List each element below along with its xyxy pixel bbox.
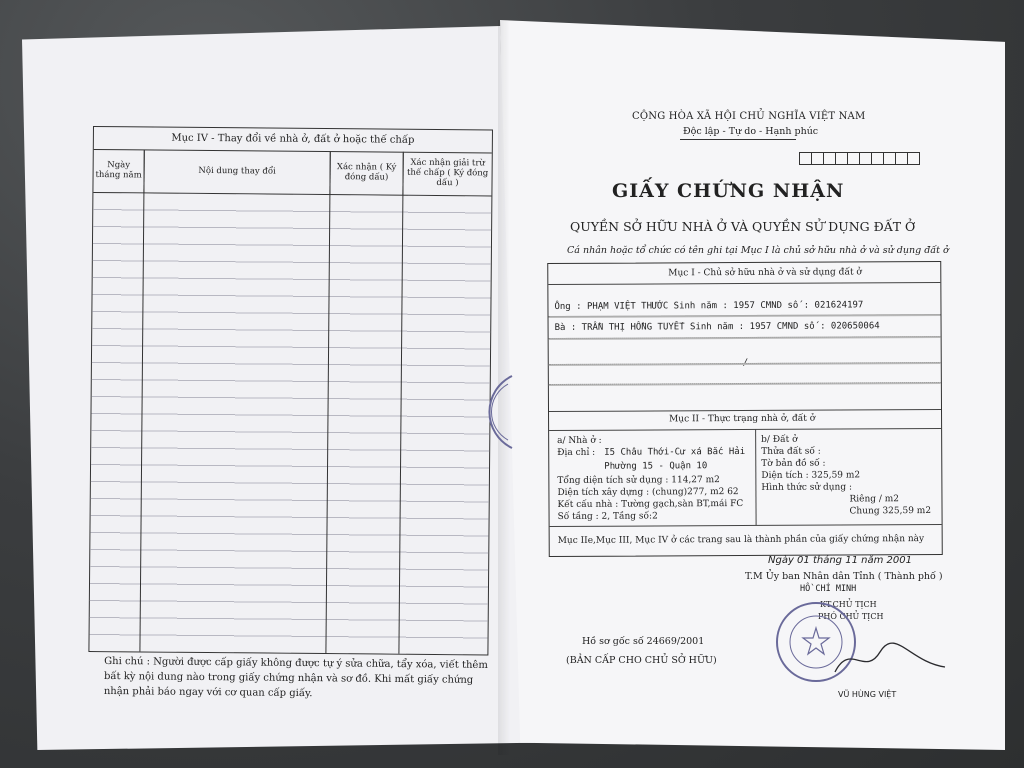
serial-boxes [800, 152, 920, 165]
private-area: Riêng / m2 [849, 494, 900, 505]
document-subtitle: QUYỀN SỞ HỮU NHÀ Ở VÀ QUYỀN SỬ DỤNG ĐẤT Ở [570, 219, 916, 234]
section-i-title: Mục I - Chủ sở hữu nhà ở và sử dụng đất ở [668, 267, 862, 279]
shared-area: Chung 325,59 m2 [849, 506, 932, 517]
certificate-box [547, 261, 943, 557]
copy-note: (BẢN CẤP CHO CHỦ SỞ HỮU) [566, 655, 717, 666]
land-area: Diện tích : 325,59 m2 [761, 470, 861, 481]
house-label: a/ Nhà ở : [557, 435, 602, 446]
land-label: b/ Đất ở [761, 434, 798, 445]
motto: Độc lập - Tự do - Hạnh phúc [683, 126, 819, 137]
partial-seal-icon [484, 372, 516, 452]
changes-table [88, 126, 493, 655]
section-iv-title: Mục IV - Thay đổi về nhà ở, đất ở hoặc thế chấp [94, 127, 492, 153]
built-area: Diện tích xây dựng : (chung)277, m2 62 [557, 487, 739, 498]
address-line-2: Phường 15 - Quận 10 [604, 461, 708, 472]
section-ii-title: Mục II - Thực trạng nhà ở, đất ở [669, 413, 816, 425]
intro-text: Cá nhân hoặc tổ chức có tên ghi tại Mục I là chủ sở hữu nhà ở và sử dụng đất ở [567, 245, 949, 256]
authority: T.M Ủy ban Nhân dân Tỉnh ( Thành phố ) [745, 571, 943, 582]
col-content: Nội dung thay đổi [144, 150, 330, 194]
table-body-lines [89, 193, 491, 654]
use-form: Hình thức sử dụng : [761, 482, 853, 493]
col-confirm: Xác nhận ( Ký đóng dấu) [330, 152, 403, 195]
nation-header: CỘNG HÒA XÃ HỘI CHỦ NGHĨA VIỆT NAM [632, 111, 866, 122]
signature-icon [830, 632, 950, 682]
signer-name: VŨ HÙNG VIỆT [838, 690, 897, 699]
issue-date: Ngày 01 tháng 11 năm 2001 [768, 555, 912, 566]
parcel-no: Thửa đất số : [761, 446, 821, 457]
city: HỒ CHÍ MINH [800, 584, 857, 594]
structure: Kết cấu nhà : Tường gạch,sàn BT,mái FC [557, 499, 744, 510]
col-date: Ngày tháng năm [93, 150, 144, 192]
motto-underline [680, 139, 796, 140]
map-sheet: Tờ bản đồ số : [761, 458, 826, 469]
section-footer: Mục IIe,Mục III, Mục IV ở các trang sau là thành phần của giấy chứng nhận này [557, 534, 925, 546]
address-line-1: I5 Châu Thới-Cư xá Bắc Hải [604, 447, 746, 458]
owner-1: Ông : PHẠM VIỆT THƯỚC Sinh năm : 1957 CMND số : 021624197 [554, 300, 864, 312]
document-title: GIẤY CHỨNG NHẬN [612, 180, 845, 202]
floors: Số tầng : 2, Tầng số:2 [557, 511, 658, 522]
col-mortgage-release: Xác nhận giải trừ thế chấp ( Ký đóng dấu ) [406, 158, 489, 189]
file-number: Hồ sơ gốc số 24669/2001 [582, 636, 705, 647]
table-header [93, 150, 491, 196]
total-area: Tổng diện tích sử dụng : 114,27 m2 [557, 475, 720, 486]
role-1: KT.CHỦ TỊCH [820, 600, 877, 609]
role-2: PHÓ CHỦ TỊCH [818, 612, 884, 621]
owner-2: Bà : TRẦN THỊ HỒNG TUYẾT Sinh năm : 1957 CMND số : 020650064 [554, 321, 880, 333]
address-label: Địa chỉ : [557, 447, 596, 458]
note-text: Ghi chú : Người được cấp giấy không được tự ý sửa chữa, tẩy xóa, viết thêm bất kỳ nội dung nào trong giấy chứng nhận và sơ đồ. Khi mất giấy chứng nhận phải báo ngay với cơ quan cấp giấy. [103, 655, 488, 700]
